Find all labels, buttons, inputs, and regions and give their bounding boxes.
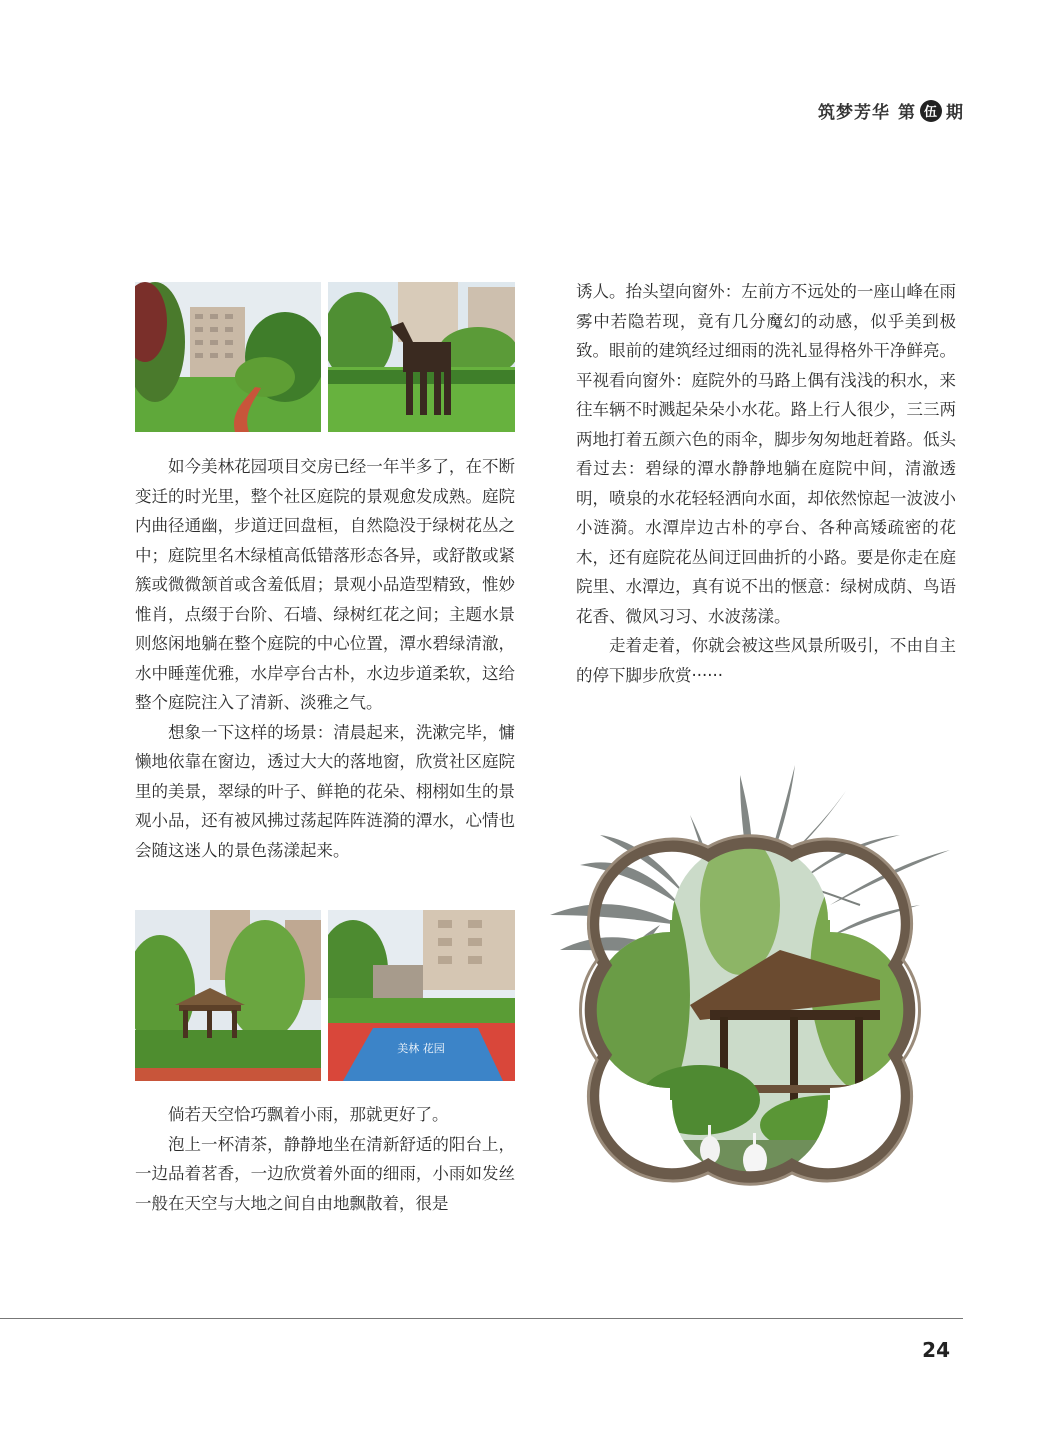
pavilion-photo — [135, 910, 321, 1081]
garden-path-photo — [135, 282, 321, 432]
garden-window-illustration — [540, 755, 960, 1225]
plaza-photo — [328, 910, 515, 1081]
paragraph: 走着走着，你就会被这些风景所吸引，不由自主的停下脚步欣赏······ — [576, 636, 956, 685]
magazine-title: 筑梦芳华 — [818, 103, 890, 123]
horse-sculpture-photo — [328, 282, 515, 432]
paragraph: 倘若天空恰巧飘着小雨，那就更好了。 — [168, 1105, 449, 1124]
window-scene — [570, 835, 930, 1200]
issue-suffix: 期 — [946, 103, 964, 123]
paragraph: 泡上一杯清茶，静静地坐在清新舒适的阳台上，一边品着茗香，一边欣赏着外面的细雨，小雨如发丝一般在天空与大地之间自由地飘散着，很是 — [135, 1134, 515, 1213]
issue-prefix: 第 — [898, 103, 916, 123]
magazine-header — [818, 98, 964, 123]
paragraph: 诱人。抬头望向窗外：左前方不远处的一座山峰在雨雾中若隐若现，竟有几分魔幻的动感，似乎美到极致。眼前的建筑经过细雨的洗礼显得格外干净鲜亮。平视看向窗外：庭院外的马路上偶有浅浅的积水，来往车辆不时溅起朵朵小水花。路上行人很少，三三两两地打着五颜六色的雨伞，脚步匆匆地赶着路。低头看过去：碧绿的潭水静静地躺在庭院中间，清澈透明，喷泉的水花轻轻洒向水面，却依然惊起一波波小小涟漪。水潭岸边古朴的亭台、各种高矮疏密的花木，还有庭院花丛间迂回曲折的小路。要是你走在庭院里、水潭边，真有说不出的惬意：绿树成荫、鸟语花香、微风习习、水波荡漾。 — [576, 282, 956, 626]
left-column-bottom — [135, 1100, 515, 1218]
right-column — [576, 277, 956, 690]
paragraph: 如今美林花园项目交房已经一年半多了，在不断变迁的时光里，整个社区庭院的景观愈发成熟。庭院内曲径通幽，步道迂回盘桓，自然隐没于绿树花丛之中；庭院里名木绿植高低错落形态各异，或舒散或紧簇或微微颔首或含羞低眉；景观小品造型精致，惟妙惟肖，点缀于台阶、石墙、绿树红花之间；主题水景则悠闲地躺在整个庭院的中心位置，潭水碧绿清澈，水中睡莲优雅，水岸亭台古朴，水边步道柔软，这给整个庭院注入了清新、淡雅之气。 — [135, 457, 515, 712]
page-number: 24 — [922, 1338, 950, 1362]
footer-divider — [0, 1318, 963, 1319]
plaza-ground-text: 美林 花园 — [397, 1042, 445, 1055]
left-column-top — [135, 452, 515, 865]
issue-number-badge: 伍 — [920, 100, 942, 122]
paragraph: 想象一下这样的场景：清晨起来，洗漱完毕，慵懒地依靠在窗边，透过大大的落地窗，欣赏社区庭院里的美景，翠绿的叶子、鲜艳的花朵、栩栩如生的景观小品，还有被风拂过荡起阵阵涟漪的潭水，心情也会随这迷人的景色荡漾起来。 — [135, 722, 515, 860]
